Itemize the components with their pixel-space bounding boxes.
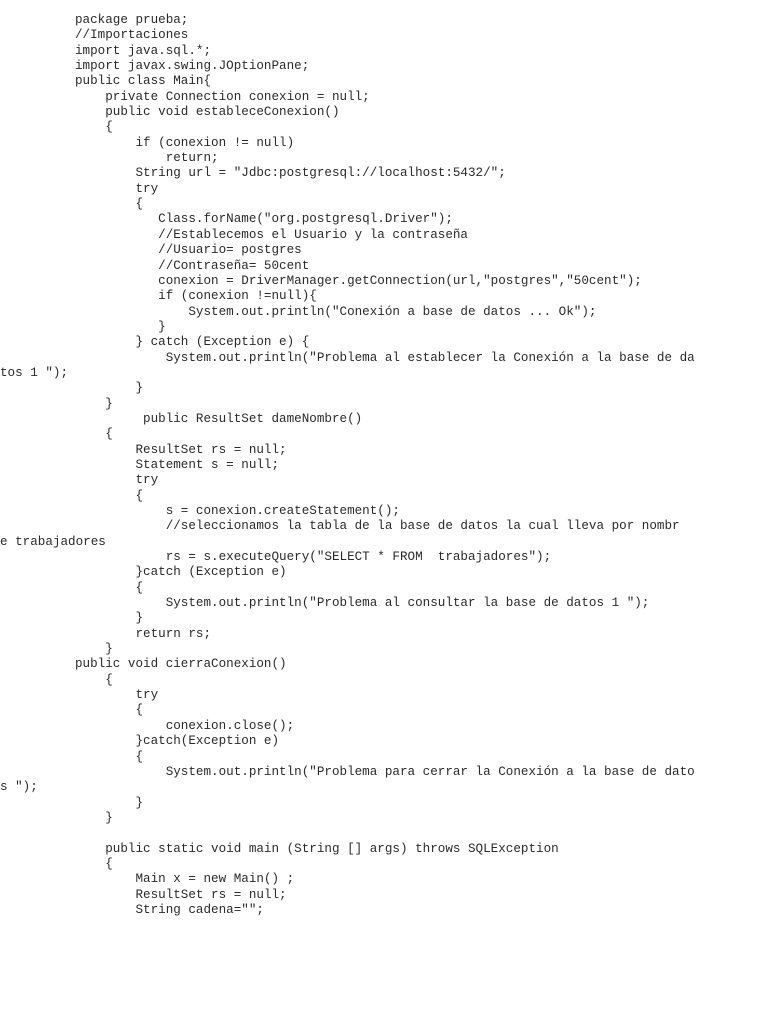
code-line: } [75,381,144,396]
code-line: }catch(Exception e) [75,734,280,749]
code-line: if (conexion != null) [75,135,295,150]
code-line: System.out.println("Problema al establecer la Conexión a la base de da [75,350,695,365]
code-line: try [75,688,159,703]
code-line: s "); [0,780,38,795]
code-line: public static void main (String [] args) throws SQLException [75,841,559,856]
code-line: if (conexion !=null){ [75,289,317,304]
code-line: //Importaciones [75,28,189,43]
code-line: ResultSet rs = null; [75,887,287,902]
code-line: } [75,810,113,825]
code-listing [0,13,768,918]
code-line: { [75,703,144,718]
code-line: { [75,120,113,135]
code-line: }catch (Exception e) [75,565,287,580]
code-line: } [75,319,166,334]
code-line: System.out.println("Problema al consultar la base de datos 1 "); [75,596,650,611]
code-line: { [75,197,144,212]
code-line: { [75,580,144,595]
code-line: public void cierraConexion() [75,657,287,672]
code-line: Class.forName("org.postgresql.Driver"); [75,212,453,227]
code-line: ResultSet rs = null; [75,442,287,457]
code-line: try [75,473,159,488]
code-line: import javax.swing.JOptionPane; [75,59,310,74]
code-line: s = conexion.createStatement(); [75,504,400,518]
code-line: rs = s.executeQuery("SELECT * FROM trabajadores"); [75,550,552,565]
code-line: return; [75,151,219,166]
code-line: tos 1 "); [0,365,69,380]
code-line: { [75,427,113,442]
code-line: //Contraseña= 50cent [75,258,310,273]
code-line: System.out.println("Problema para cerrar la Conexión a la base de dato [75,764,695,779]
code-line: import java.sql.*; [75,43,212,58]
code-line: { [75,856,113,871]
code-line: Main x = new Main() ; [75,872,295,887]
code-line: private Connection conexion = null; [75,89,370,104]
code-line: System.out.println("Conexión a base de datos ... Ok"); [75,304,597,319]
code-line: String cadena=""; [75,902,264,917]
code-line: conexion = DriverManager.getConnection(url,"postgres","50cent"); [75,273,642,288]
code-line: Statement s = null; [75,457,280,472]
code-line: } [75,642,113,657]
code-line: e trabajadores [0,534,106,549]
code-line: } catch (Exception e) { [75,335,310,350]
code-line: { [75,749,144,764]
code-line: { [75,672,113,687]
code-line: package prueba; [75,13,189,27]
code-line: public class Main{ [75,74,212,89]
code-line: return rs; [75,626,212,641]
code-line [0,826,768,841]
code-line: public ResultSet dameNombre() [75,411,363,426]
code-line: String url = "Jdbc:postgresql://localhost:5432/"; [75,166,506,181]
code-line: } [75,396,113,411]
code-line: { [75,488,144,503]
code-line: public void estableceConexion() [75,105,340,120]
code-line: } [75,795,144,810]
code-line: conexion.close(); [75,718,295,733]
code-line: //seleccionamos la tabla de la base de datos la cual lleva por nombr [75,519,680,534]
code-line: //Establecemos el Usuario y la contraseña [75,227,468,242]
code-line: //Usuario= postgres [75,243,302,258]
code-line: try [75,181,159,196]
code-line: } [75,611,144,626]
